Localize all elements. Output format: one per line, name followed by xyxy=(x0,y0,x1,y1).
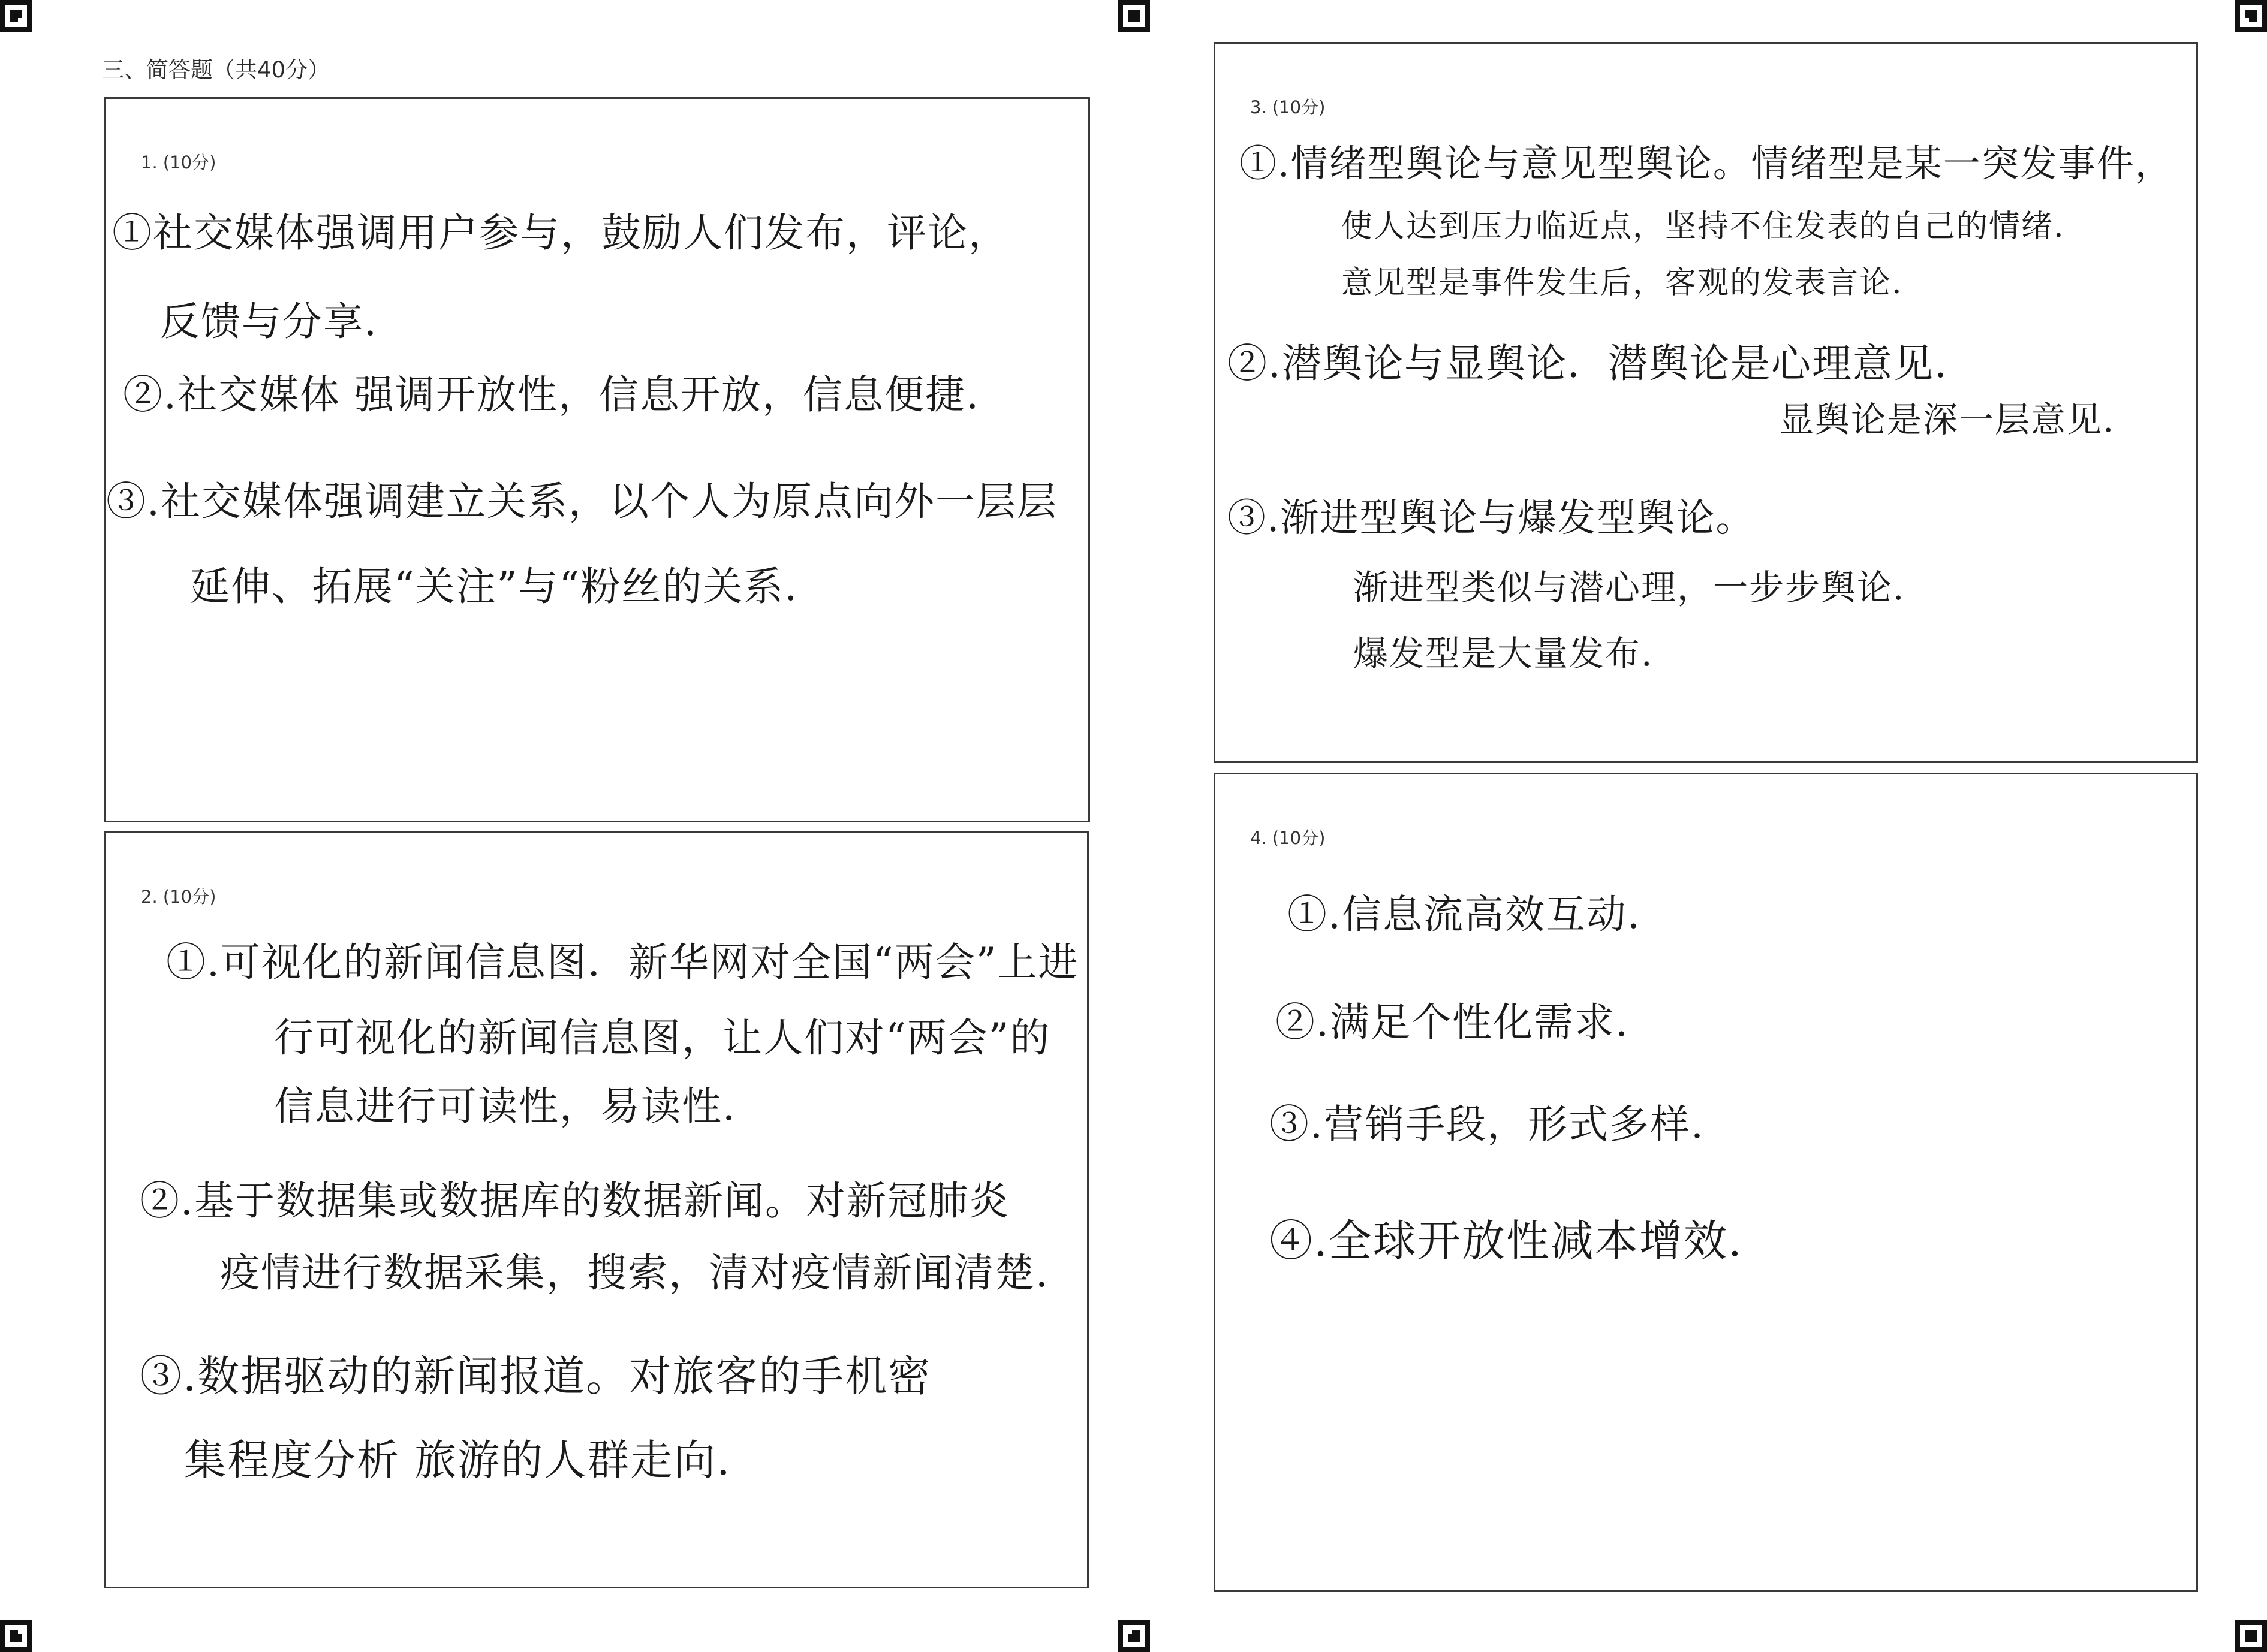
answer-line: ①社交媒体强调用户参与，鼓励人们发布，评论， xyxy=(112,210,1009,256)
answer-line: 疫情进行数据采集，搜索，清对疫情新闻清楚. xyxy=(220,1250,1049,1296)
answer-line: ②.基于数据集或数据库的数据新闻。对新冠肺炎 xyxy=(140,1178,1010,1224)
answer-line: ③.数据驱动的新闻报道。对旅客的手机密 xyxy=(140,1352,932,1401)
answer-line: 反馈与分享. xyxy=(160,299,378,345)
answer-box-q2[interactable] xyxy=(104,831,1089,1588)
answer-line: ①.情绪型舆论与意见型舆论。情绪型是某一突发事件， xyxy=(1239,141,2173,185)
question-label: 3. (10分) xyxy=(1250,97,1326,117)
answer-line: 爆发型是大量发布. xyxy=(1353,633,1654,674)
registration-marker-bottom-center xyxy=(1118,1620,1150,1652)
registration-marker-bottom-right xyxy=(2235,1620,2267,1652)
answer-line: ①.信息流高效互动. xyxy=(1287,891,1641,937)
answer-line: 意见型是事件发生后，客观的发表言论. xyxy=(1341,265,1903,301)
answer-line: 显舆论是深一层意见. xyxy=(1779,399,2115,440)
registration-marker-top-left xyxy=(0,0,32,32)
answer-line: ④.全球开放性减本增效. xyxy=(1269,1216,1743,1266)
registration-marker-bottom-left xyxy=(0,1620,32,1652)
answer-line: 集程度分析 旅游的人群走向. xyxy=(184,1436,731,1485)
answer-box-q1[interactable] xyxy=(104,97,1090,822)
answer-line: ②.社交媒体 强调开放性，信息开放，信息便捷. xyxy=(123,372,980,418)
answer-box-q3[interactable] xyxy=(1214,42,2198,763)
answer-line: ③.营销手段，形式多样. xyxy=(1269,1101,1705,1147)
section-header: 三、简答题（共40分） xyxy=(102,57,330,83)
answer-line: ②.满足个性化需求. xyxy=(1275,999,1629,1045)
answer-line: 使人达到压力临近点，坚持不住发表的自己的情绪. xyxy=(1341,209,2065,245)
answer-line: 渐进型类似与潜心理，一步步舆论. xyxy=(1353,567,1905,608)
answer-line: 信息进行可读性，易读性. xyxy=(274,1083,736,1129)
answer-line: ③.渐进型舆论与爆发型舆论。 xyxy=(1227,496,1756,541)
question-label: 2. (10分) xyxy=(141,887,216,907)
answer-line: ②.潜舆论与显舆论．潜舆论是心理意见. xyxy=(1227,340,1948,387)
answer-box-q4[interactable] xyxy=(1214,773,2198,1592)
answer-line: ③.社交媒体强调建立关系，以个人为原点向外一层层 xyxy=(106,478,1058,524)
registration-marker-top-center xyxy=(1118,0,1150,32)
answer-line: 行可视化的新闻信息图，让人们对“两会”的 xyxy=(274,1015,1051,1061)
answer-line: 延伸、拓展“关注”与“粉丝的关系. xyxy=(190,563,799,610)
question-label: 4. (10分) xyxy=(1250,828,1326,848)
answer-line: ①.可视化的新闻信息图．新华网对全国“两会”上进 xyxy=(166,939,1079,985)
question-label: 1. (10分) xyxy=(141,152,216,173)
registration-marker-top-right xyxy=(2235,0,2267,32)
